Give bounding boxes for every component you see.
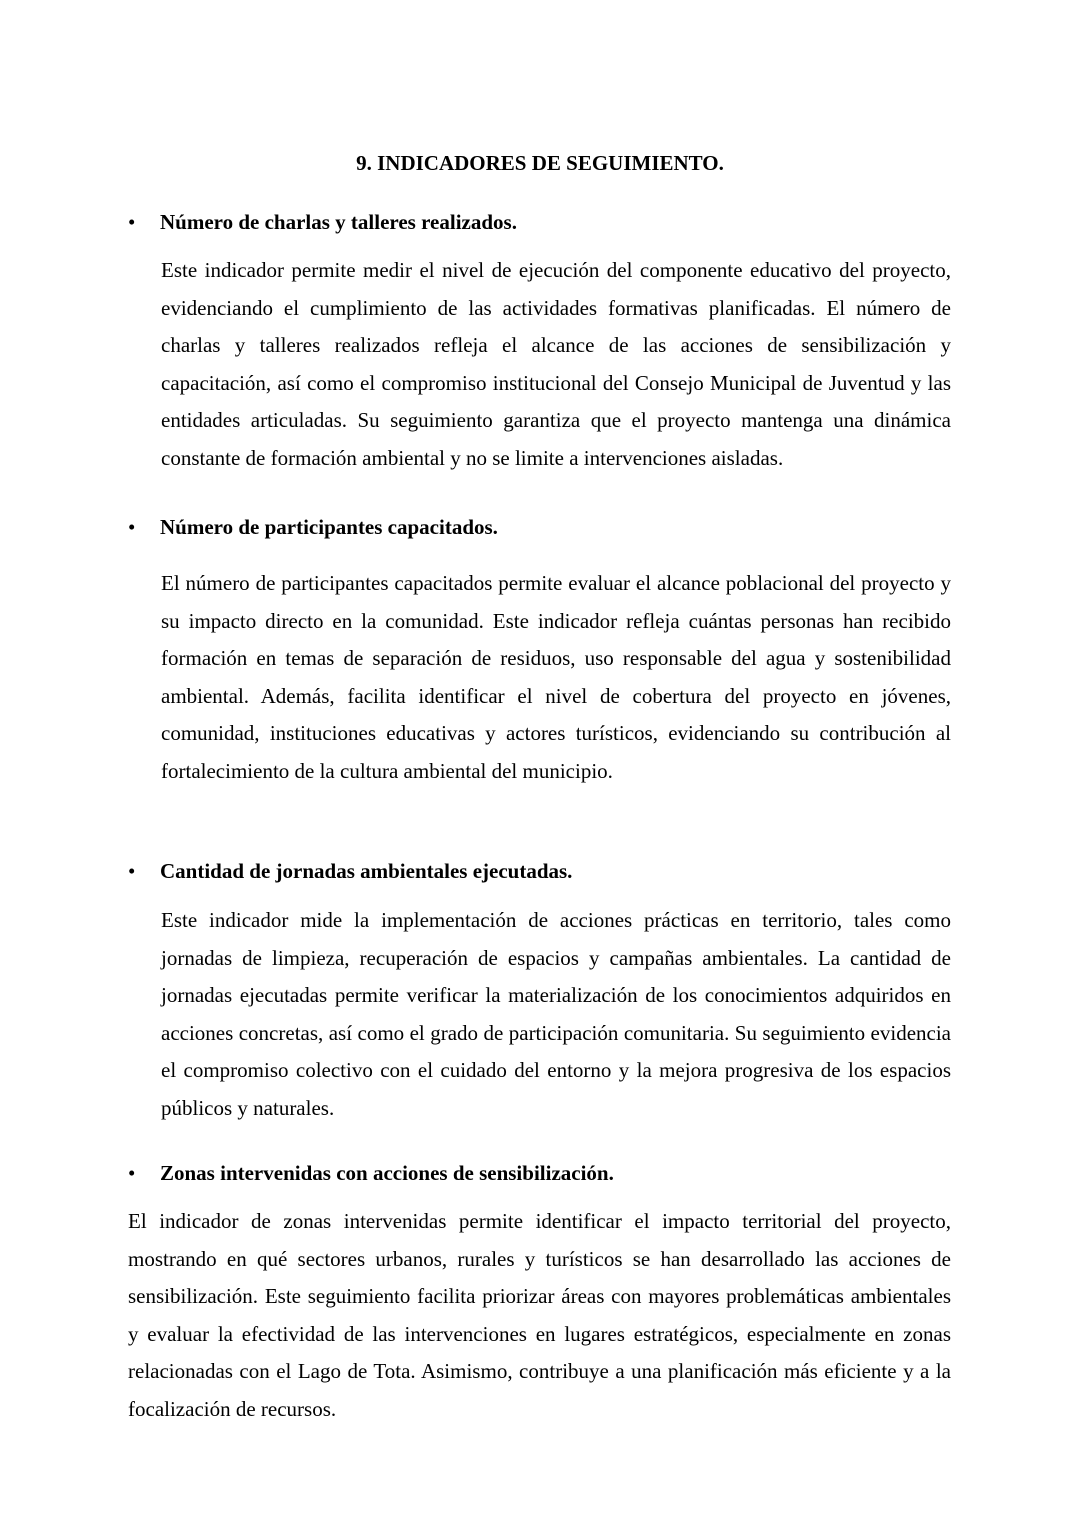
heading-text: Zonas intervenidas con acciones de sensibilización. (160, 1161, 614, 1185)
indicator-heading-jornadas (128, 856, 950, 886)
bullet-icon: • (128, 859, 136, 883)
indicator-heading-participantes (128, 512, 950, 542)
indicator-paragraph-talleres: Este indicador permite medir el nivel de ejecución del componente educativo del proyecto, evidenciando el cumplimiento de las actividades formativas planificadas. El número de charlas y talleres realizados refleja el alcance de las acciones de sensibilización y capacitación, así como el compromiso institucional del Consejo Municipal de Juventud y las entidades articuladas. Su seguimiento garantiza que el proyecto mantenga una dinámica constante de formación ambiental y no se limite a intervenciones aisladas. (161, 258, 951, 470)
indicator-heading-talleres (128, 207, 950, 237)
indicator-heading-zonas (128, 1158, 950, 1188)
heading-text: Cantidad de jornadas ambientales ejecutadas. (160, 859, 573, 883)
section-title: 9. INDICADORES DE SEGUIMIENTO. (356, 151, 724, 175)
bullet-icon: • (128, 210, 136, 234)
heading-text: Número de charlas y talleres realizados. (160, 210, 517, 234)
heading-text: Número de participantes capacitados. (160, 515, 498, 539)
indicator-paragraph-zonas: El indicador de zonas intervenidas permite identificar el impacto territorial del proyecto, mostrando en qué sectores urbanos, rurales y turísticos se han desarrollado las acciones de sensibilización. Este seguimiento facilita priorizar áreas con mayores problemáticas ambientales y evaluar la efectividad de las intervenciones en lugares estratégicos, especialmente en zonas relacionadas con el Lago de Tota. Asimismo, contribuye a una planificación más eficiente y a la focalización de recursos. (128, 1209, 951, 1421)
bullet-icon: • (128, 1161, 136, 1185)
bullet-icon: • (128, 515, 136, 539)
indicator-paragraph-jornadas: Este indicador mide la implementación de acciones prácticas en territorio, tales como jornadas de limpieza, recuperación de espacios y campañas ambientales. La cantidad de jornadas ejecutadas permite verificar la materialización de los conocimientos adquiridos en acciones concretas, así como el grado de participación comunitaria. Su seguimiento evidencia el compromiso colectivo con el cuidado del entorno y la mejora progresiva de los espacios públicos y naturales. (161, 908, 951, 1120)
indicator-paragraph-participantes: El número de participantes capacitados permite evaluar el alcance poblacional del proyecto y su impacto directo en la comunidad. Este indicador refleja cuántas personas han recibido formación en temas de separación de residuos, uso responsable del agua y sostenibilidad ambiental. Además, facilita identificar el nivel de cobertura del proyecto en jóvenes, comunidad, instituciones educativas y actores turísticos, evidenciando su contribución al fortalecimiento de la cultura ambiental del municipio. (161, 571, 951, 783)
